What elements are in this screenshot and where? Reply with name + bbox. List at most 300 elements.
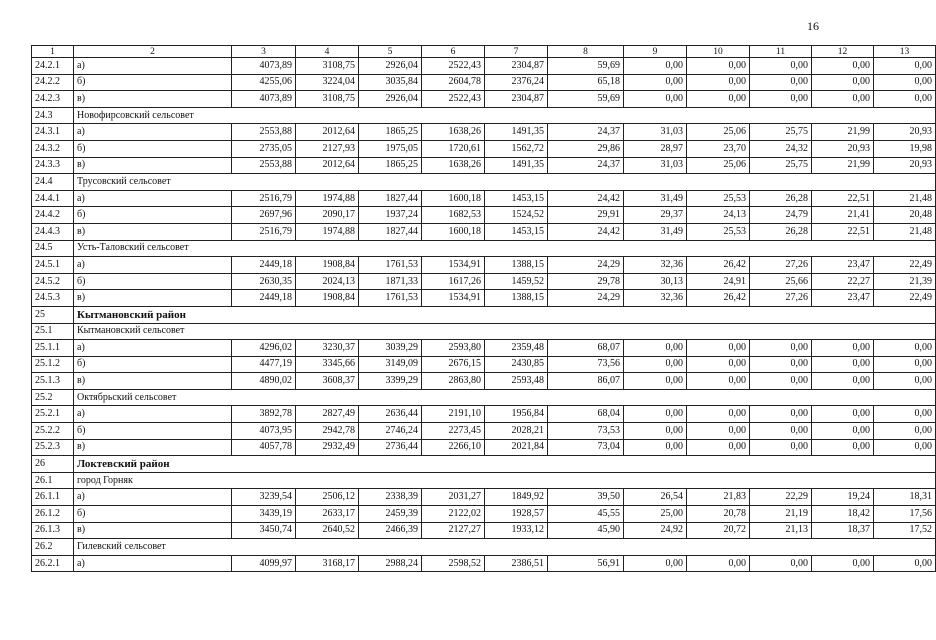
value-cell: 45,55 [548,506,624,523]
value-cell: 4890,02 [232,373,296,390]
value-cell: 59,69 [548,91,624,108]
value-cell: 2942,78 [296,423,359,440]
value-cell: 0,00 [687,373,750,390]
value-cell: 2028,21 [485,423,548,440]
section-heading-row [32,174,936,191]
value-cell: 22,49 [874,290,936,307]
value-cell: 0,00 [624,91,687,108]
row-variant-label: а) [74,340,232,357]
value-cell: 0,00 [874,439,936,456]
value-cell: 3608,37 [296,373,359,390]
value-cell: 23,70 [687,140,750,157]
value-cell: 2633,17 [296,506,359,523]
value-cell: 2516,79 [232,223,296,240]
value-cell: 1638,26 [422,124,485,141]
column-number-header: 7 [485,46,548,58]
value-cell: 1491,35 [485,124,548,141]
row-code: 25.1.1 [32,340,74,357]
row-variant-label: б) [74,356,232,373]
value-cell: 73,56 [548,356,624,373]
value-cell: 2127,93 [296,140,359,157]
value-cell: 1534,91 [422,290,485,307]
row-code: 25.2.2 [32,423,74,440]
value-cell: 68,04 [548,406,624,423]
section-heading-row [32,472,936,489]
row-code: 24.2.2 [32,74,74,91]
value-cell: 2553,88 [232,124,296,141]
value-cell: 0,00 [624,58,687,75]
value-cell: 1617,26 [422,273,485,290]
value-cell: 0,00 [687,340,750,357]
value-cell: 1682,53 [422,207,485,224]
column-number-header: 9 [624,46,687,58]
value-cell: 59,69 [548,58,624,75]
table-body [32,46,936,572]
value-cell: 32,36 [624,257,687,274]
value-cell: 1638,26 [422,157,485,174]
value-cell: 1524,52 [485,207,548,224]
value-cell: 0,00 [750,439,812,456]
row-variant-label: в) [74,439,232,456]
value-cell: 4073,95 [232,423,296,440]
value-cell: 0,00 [812,439,874,456]
value-cell: 24,32 [750,140,812,157]
value-cell: 3149,09 [359,356,422,373]
value-cell: 31,03 [624,124,687,141]
row-variant-label: а) [74,489,232,506]
table-row [32,522,936,539]
value-cell: 2506,12 [296,489,359,506]
value-cell: 56,91 [548,555,624,572]
value-cell: 1871,33 [359,273,422,290]
value-cell: 20,72 [687,522,750,539]
value-cell: 32,36 [624,290,687,307]
row-variant-label: в) [74,91,232,108]
value-cell: 0,00 [624,439,687,456]
value-cell: 2926,04 [359,58,422,75]
value-cell: 1600,18 [422,223,485,240]
section-title: Гилевский сельсовет [74,539,936,556]
value-cell: 2012,64 [296,124,359,141]
value-cell: 19,98 [874,140,936,157]
row-code: 25.1.2 [32,356,74,373]
value-cell: 0,00 [687,439,750,456]
value-cell: 1761,53 [359,290,422,307]
value-cell: 26,28 [750,190,812,207]
row-variant-label: а) [74,406,232,423]
value-cell: 2090,17 [296,207,359,224]
value-cell: 0,00 [687,58,750,75]
row-variant-label: а) [74,124,232,141]
value-cell: 24,79 [750,207,812,224]
value-cell: 2273,45 [422,423,485,440]
value-cell: 4477,19 [232,356,296,373]
value-cell: 2598,52 [422,555,485,572]
row-variant-label: а) [74,190,232,207]
row-code: 24.4.1 [32,190,74,207]
row-code: 26.1.2 [32,506,74,523]
value-cell: 2522,43 [422,58,485,75]
value-cell: 26,42 [687,257,750,274]
value-cell: 0,00 [874,74,936,91]
value-cell: 25,53 [687,190,750,207]
table-row [32,356,936,373]
value-cell: 3035,84 [359,74,422,91]
table-row [32,273,936,290]
value-cell: 4296,02 [232,340,296,357]
value-cell: 24,29 [548,290,624,307]
value-cell: 2031,27 [422,489,485,506]
value-cell: 22,51 [812,223,874,240]
row-variant-label: б) [74,506,232,523]
section-title: город Горняк [74,472,936,489]
value-cell: 2863,80 [422,373,485,390]
row-code: 26.1 [32,472,74,489]
value-cell: 2522,43 [422,91,485,108]
value-cell: 20,48 [874,207,936,224]
row-variant-label: а) [74,555,232,572]
value-cell: 2593,80 [422,340,485,357]
value-cell: 2012,64 [296,157,359,174]
table-row [32,506,936,523]
value-cell: 21,48 [874,190,936,207]
value-cell: 1453,15 [485,190,548,207]
table-row [32,140,936,157]
row-variant-label: б) [74,207,232,224]
value-cell: 18,31 [874,489,936,506]
value-cell: 0,00 [624,373,687,390]
value-cell: 0,00 [874,555,936,572]
value-cell: 1453,15 [485,223,548,240]
row-code: 25 [32,306,74,323]
value-cell: 0,00 [687,406,750,423]
value-cell: 1761,53 [359,257,422,274]
value-cell: 0,00 [812,356,874,373]
table-row [32,74,936,91]
table-row [32,91,936,108]
row-code: 25.2.3 [32,439,74,456]
value-cell: 25,66 [750,273,812,290]
value-cell: 18,37 [812,522,874,539]
value-cell: 86,07 [548,373,624,390]
value-cell: 26,54 [624,489,687,506]
value-cell: 20,93 [874,157,936,174]
row-variant-label: а) [74,58,232,75]
table-row [32,406,936,423]
row-code: 24.3.2 [32,140,74,157]
row-code: 24.2.3 [32,91,74,108]
value-cell: 2827,49 [296,406,359,423]
section-heading-row [32,539,936,556]
value-cell: 26,28 [750,223,812,240]
row-code: 24.4.3 [32,223,74,240]
row-code: 25.2.1 [32,406,74,423]
value-cell: 2338,39 [359,489,422,506]
value-cell: 3168,17 [296,555,359,572]
value-cell: 0,00 [874,91,936,108]
value-cell: 0,00 [812,423,874,440]
value-cell: 0,00 [812,91,874,108]
value-cell: 3439,19 [232,506,296,523]
column-number-header: 6 [422,46,485,58]
row-code: 24.3 [32,107,74,124]
value-cell: 4099,97 [232,555,296,572]
value-cell: 1865,25 [359,157,422,174]
value-cell: 2430,85 [485,356,548,373]
value-cell: 21,48 [874,223,936,240]
row-variant-label: б) [74,74,232,91]
section-heading-row [32,323,936,340]
value-cell: 0,00 [624,423,687,440]
value-cell: 2127,27 [422,522,485,539]
value-cell: 2736,44 [359,439,422,456]
value-cell: 2926,04 [359,91,422,108]
value-cell: 3108,75 [296,91,359,108]
row-code: 24.5 [32,240,74,257]
value-cell: 22,51 [812,190,874,207]
value-cell: 0,00 [874,406,936,423]
value-cell: 0,00 [750,373,812,390]
value-cell: 31,49 [624,190,687,207]
value-cell: 1908,84 [296,257,359,274]
value-cell: 24,37 [548,124,624,141]
value-cell: 2359,48 [485,340,548,357]
row-code: 25.1 [32,323,74,340]
value-cell: 1865,25 [359,124,422,141]
value-cell: 31,03 [624,157,687,174]
row-variant-label: в) [74,223,232,240]
row-code: 24.4 [32,174,74,191]
value-cell: 21,99 [812,124,874,141]
value-cell: 19,24 [812,489,874,506]
value-cell: 0,00 [750,58,812,75]
column-number-header: 11 [750,46,812,58]
value-cell: 2676,15 [422,356,485,373]
row-code: 26.1.1 [32,489,74,506]
value-cell: 25,75 [750,124,812,141]
value-cell: 2466,39 [359,522,422,539]
value-cell: 21,41 [812,207,874,224]
column-number-row [32,46,936,58]
value-cell: 2735,05 [232,140,296,157]
table-row [32,290,936,307]
value-cell: 20,93 [812,140,874,157]
row-code: 24.3.1 [32,124,74,141]
table-row [32,207,936,224]
section-heading-row [32,389,936,406]
value-cell: 24,92 [624,522,687,539]
value-cell: 28,97 [624,140,687,157]
value-cell: 2376,24 [485,74,548,91]
row-code: 26.1.3 [32,522,74,539]
row-variant-label: б) [74,423,232,440]
column-number-header: 12 [812,46,874,58]
row-code: 24.2.1 [32,58,74,75]
value-cell: 27,26 [750,290,812,307]
page-number: 16 [807,19,819,33]
section-title: Новофирсовский сельсовет [74,107,936,124]
column-number-header: 1 [32,46,74,58]
value-cell: 2988,24 [359,555,422,572]
row-code: 26 [32,456,74,473]
value-cell: 29,37 [624,207,687,224]
value-cell: 24,29 [548,257,624,274]
value-cell: 0,00 [812,555,874,572]
table-row [32,257,936,274]
column-number-header: 8 [548,46,624,58]
value-cell: 2191,10 [422,406,485,423]
table-row [32,423,936,440]
row-variant-label: в) [74,373,232,390]
value-cell: 1974,88 [296,190,359,207]
value-cell: 73,53 [548,423,624,440]
value-cell: 0,00 [812,58,874,75]
row-variant-label: в) [74,290,232,307]
section-heading-row [32,107,936,124]
value-cell: 2697,96 [232,207,296,224]
column-number-header: 10 [687,46,750,58]
row-code: 25.2 [32,389,74,406]
value-cell: 24,37 [548,157,624,174]
district-title: Кытмановский район [74,306,936,323]
value-cell: 2024,13 [296,273,359,290]
value-cell: 22,49 [874,257,936,274]
value-cell: 25,53 [687,223,750,240]
table-row [32,190,936,207]
value-cell: 1928,57 [485,506,548,523]
value-cell: 3224,04 [296,74,359,91]
value-cell: 21,99 [812,157,874,174]
value-cell: 73,04 [548,439,624,456]
value-cell: 2746,24 [359,423,422,440]
value-cell: 0,00 [750,91,812,108]
value-cell: 1908,84 [296,290,359,307]
value-cell: 1534,91 [422,257,485,274]
value-cell: 22,27 [812,273,874,290]
value-cell: 2449,18 [232,257,296,274]
table-row [32,555,936,572]
value-cell: 29,78 [548,273,624,290]
value-cell: 3399,29 [359,373,422,390]
value-cell: 18,42 [812,506,874,523]
value-cell: 0,00 [750,340,812,357]
value-cell: 0,00 [874,58,936,75]
value-cell: 68,07 [548,340,624,357]
section-title: Трусовский сельсовет [74,174,936,191]
value-cell: 1388,15 [485,290,548,307]
value-cell: 1562,72 [485,140,548,157]
value-cell: 1974,88 [296,223,359,240]
value-cell: 0,00 [687,555,750,572]
value-cell: 1459,52 [485,273,548,290]
value-cell: 0,00 [687,423,750,440]
value-cell: 21,19 [750,506,812,523]
value-cell: 24,42 [548,190,624,207]
value-cell: 24,42 [548,223,624,240]
value-cell: 29,86 [548,140,624,157]
district-title: Локтевский район [74,456,936,473]
value-cell: 0,00 [750,74,812,91]
value-cell: 45,90 [548,522,624,539]
value-cell: 3892,78 [232,406,296,423]
value-cell: 2516,79 [232,190,296,207]
value-cell: 0,00 [624,340,687,357]
table-row [32,373,936,390]
value-cell: 2553,88 [232,157,296,174]
value-cell: 26,42 [687,290,750,307]
value-cell: 0,00 [812,340,874,357]
section-title: Усть-Таловский сельсовет [74,240,936,257]
value-cell: 2630,35 [232,273,296,290]
value-cell: 2636,44 [359,406,422,423]
value-cell: 0,00 [624,74,687,91]
value-cell: 2449,18 [232,290,296,307]
value-cell: 0,00 [874,423,936,440]
row-code: 25.1.3 [32,373,74,390]
table-row [32,489,936,506]
value-cell: 0,00 [624,555,687,572]
value-cell: 3039,29 [359,340,422,357]
value-cell: 0,00 [750,423,812,440]
row-code: 26.2.1 [32,555,74,572]
district-heading-row [32,306,936,323]
value-cell: 2266,10 [422,439,485,456]
table-row [32,439,936,456]
value-cell: 25,06 [687,124,750,141]
value-cell: 21,13 [750,522,812,539]
value-cell: 0,00 [874,373,936,390]
value-cell: 17,52 [874,522,936,539]
value-cell: 23,47 [812,257,874,274]
value-cell: 2386,51 [485,555,548,572]
row-variant-label: б) [74,140,232,157]
row-code: 24.4.2 [32,207,74,224]
value-cell: 0,00 [750,356,812,373]
value-cell: 29,91 [548,207,624,224]
value-cell: 0,00 [687,74,750,91]
value-cell: 1720,61 [422,140,485,157]
value-cell: 23,47 [812,290,874,307]
column-number-header: 5 [359,46,422,58]
section-heading-row [32,240,936,257]
column-number-header: 13 [874,46,936,58]
value-cell: 1827,44 [359,223,422,240]
row-code: 24.5.1 [32,257,74,274]
value-cell: 2459,39 [359,506,422,523]
value-cell: 0,00 [750,406,812,423]
district-heading-row [32,456,936,473]
table-row [32,340,936,357]
value-cell: 39,50 [548,489,624,506]
value-cell: 22,29 [750,489,812,506]
value-cell: 0,00 [687,356,750,373]
table-row [32,223,936,240]
row-code: 24.5.2 [32,273,74,290]
value-cell: 65,18 [548,74,624,91]
value-cell: 1975,05 [359,140,422,157]
value-cell: 2604,78 [422,74,485,91]
tariff-table [31,45,936,572]
section-title: Кытмановский сельсовет [74,323,936,340]
value-cell: 4057,78 [232,439,296,456]
row-variant-label: а) [74,257,232,274]
value-cell: 27,26 [750,257,812,274]
value-cell: 4255,06 [232,74,296,91]
value-cell: 0,00 [624,356,687,373]
value-cell: 0,00 [687,91,750,108]
value-cell: 3230,37 [296,340,359,357]
value-cell: 1956,84 [485,406,548,423]
